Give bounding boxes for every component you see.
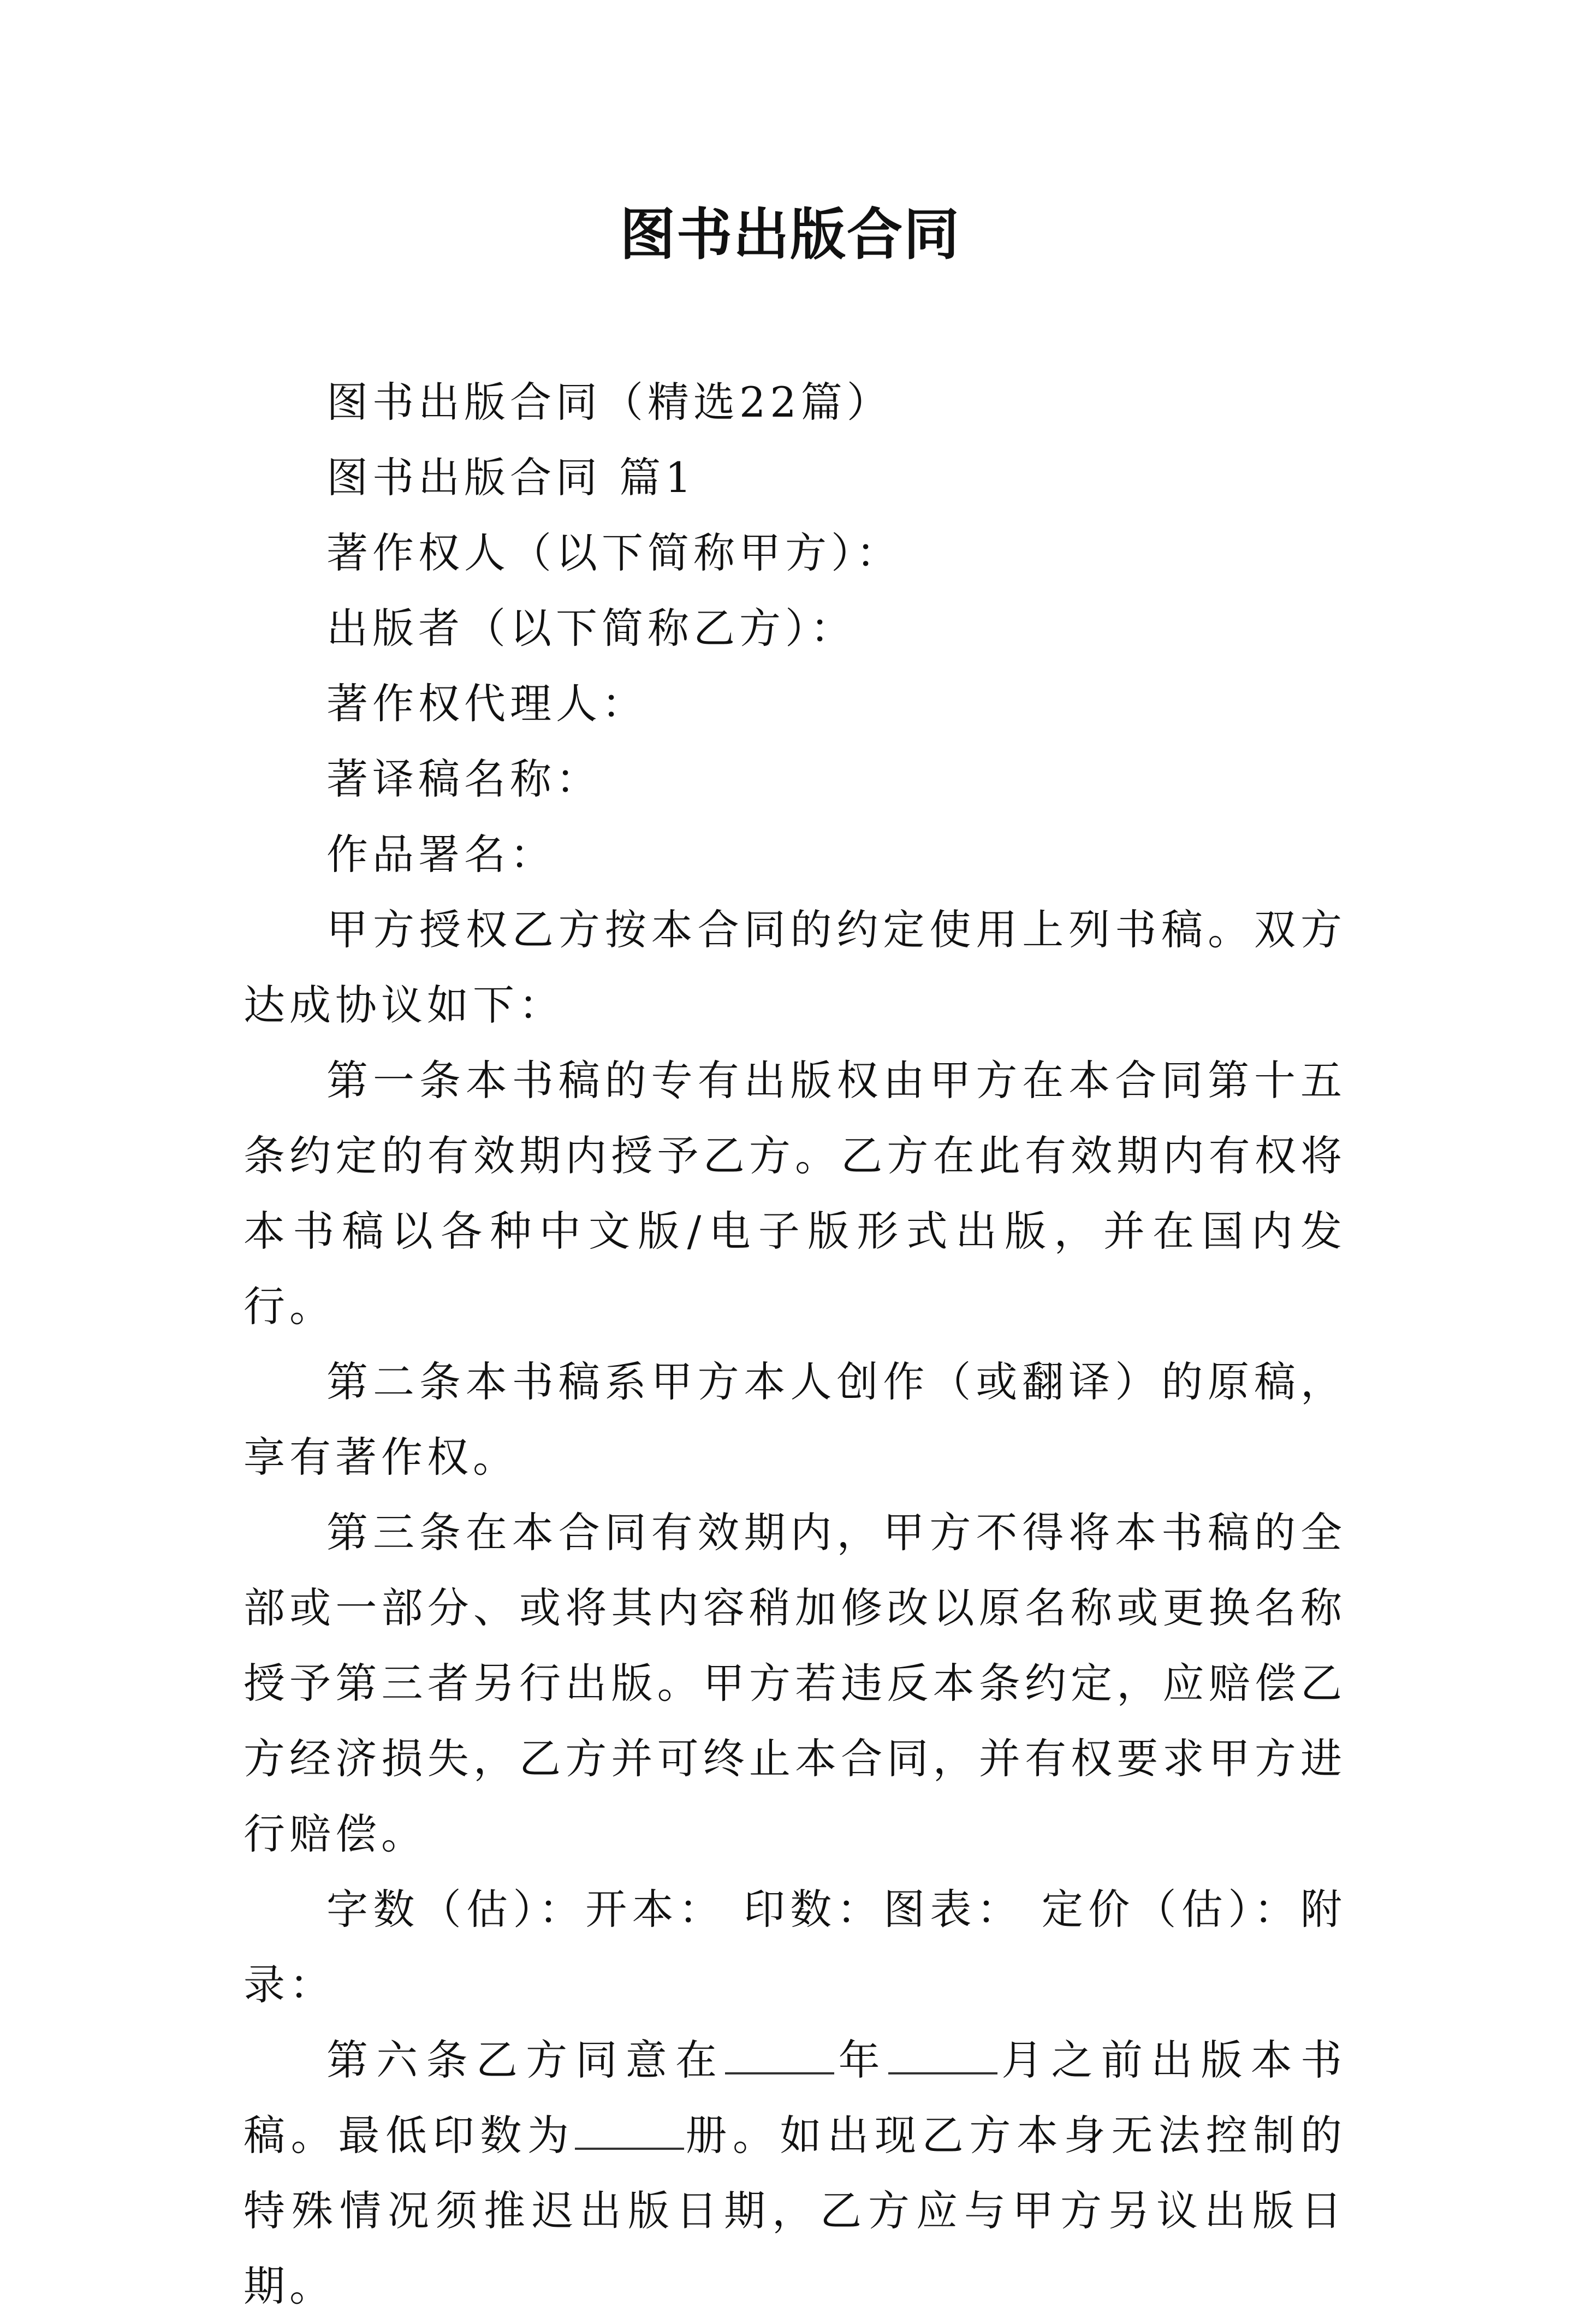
paragraph-article-6	[243, 2023, 1346, 2324]
paragraph-specifications: 字数（估）：开本： 印数：图表： 定价（估）：附录：	[243, 1885, 1346, 2009]
article-6-text-4: 册。如出现乙方本身无法控制的特殊情况须推迟出版日期，乙方应与甲方另议出版日期。	[243, 2111, 1347, 2310]
paragraph-article-1: 第一条本书稿的专有出版权由甲方在本合同第十五条约定的有效期内授予乙方。乙方在此有效期内有权将本书稿以各种中文版/电子版形式出版，并在国内发行。	[243, 1056, 1346, 1331]
paragraph-authorization: 甲方授权乙方按本合同的约定使用上列书稿。双方达成协议如下：	[243, 905, 1346, 1029]
paragraph-article-3: 第三条在本合同有效期内，甲方不得将本书稿的全部或一部分、或将其内容稍加修改以原名称或更换名称授予第三者另行出版。甲方若违反本条约定，应赔偿乙方经济损失，乙方并可终止本合同，并有权要求甲方进行赔偿。	[243, 1508, 1346, 1858]
document-title: 图书出版合同	[620, 202, 960, 268]
blank-copies	[575, 2110, 684, 2150]
paragraph-article-2: 第二条本书稿系甲方本人创作（或翻译）的原稿，享有著作权。	[243, 1357, 1346, 1481]
paragraph-agent: 著作权代理人：	[326, 679, 648, 728]
paragraph-section-heading: 图书出版合同 篇1	[326, 453, 696, 502]
blank-year	[725, 2035, 834, 2074]
paragraph-subtitle: 图书出版合同（精选22篇）	[326, 378, 893, 426]
document-body	[243, 365, 1346, 2324]
paragraph-manuscript-name: 著译稿名称：	[326, 755, 602, 803]
article-6-text-3: 月之前出版本书稿。最低印数为	[243, 2036, 1347, 2160]
article-6-text-2: 年	[834, 2036, 888, 2084]
paragraph-copyright-holder: 著作权人（以下简称甲方）：	[326, 529, 902, 577]
paragraph-publisher: 出版者（以下简称乙方）：	[326, 604, 856, 653]
paragraph-work-signature: 作品署名：	[326, 830, 556, 879]
blank-month	[888, 2035, 997, 2074]
article-6-text-1: 第六条乙方同意在	[326, 2036, 726, 2084]
